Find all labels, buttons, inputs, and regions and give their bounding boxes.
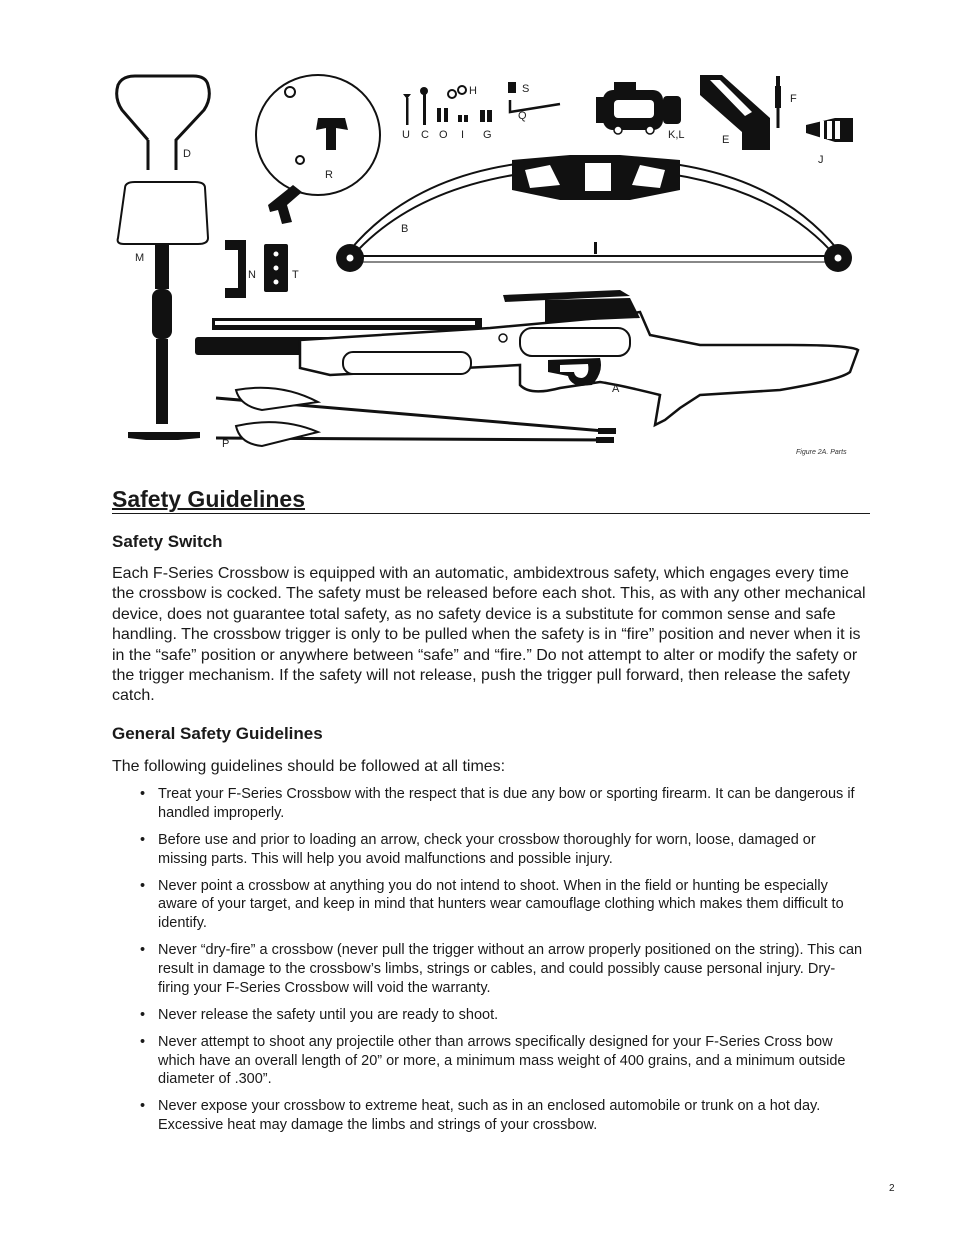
part-label-s: S <box>522 83 530 95</box>
guidelines-list <box>140 785 865 1143</box>
cocking-rope-part-r <box>256 75 380 224</box>
quiver-part-j <box>806 118 853 142</box>
part-label-d: D <box>183 148 191 160</box>
stirrup-part-d <box>117 76 210 170</box>
list-item-text: Never “dry-fire” a crossbow (never pull the trigger without an arrow properly positioned on the string). This can result in damage to the crossbow’s limbs, strings or cables, and could possibly cause personal injury. Dry-firing your F-Series Crossbow will void the warranty. <box>158 942 863 996</box>
list-item <box>140 941 865 997</box>
part-label-b: B <box>401 223 409 235</box>
bullet-icon: • <box>140 1098 146 1115</box>
pin-part-f <box>775 76 781 128</box>
guidelines-intro: The following guidelines should be followed at all times: <box>112 758 506 775</box>
bullet-icon: • <box>140 831 146 848</box>
figure-caption: Figure 2A. Parts <box>796 449 847 456</box>
general-safety-heading: General Safety Guidelines <box>112 724 323 743</box>
list-item <box>140 831 865 869</box>
part-label-g: G <box>483 129 492 141</box>
list-item <box>140 1097 865 1135</box>
part-label-c: C <box>421 129 429 141</box>
part-label-t: T <box>292 269 299 281</box>
list-item <box>140 1033 865 1089</box>
cocking-stand-part-m <box>118 182 208 440</box>
hardware-parts <box>403 86 492 125</box>
safety-switch-paragraph: Each F-Series Crossbow is equipped with an automatic, ambidextrous safety, which engages every time the crossbow is cocked. The safety must be released before each shot. This, as with any other mechanical device, does not guarantee total safety, as no safety device is a substitute for common sense and safe handling. The crossbow trigger is only to be pulled when the safety is in “fire” position and never when it is in the “safe” position or anywhere between “safe” and “fire.” Do not attempt to alter or modify the safety or the trigger mechanism. If the safety will not release, push the trigger pull forward, then release the safety catch. <box>112 565 866 705</box>
arrows-part-p <box>216 388 616 446</box>
part-label-e: E <box>722 134 730 146</box>
list-item-text: Never release the safety until you are ready to shoot. <box>158 1006 499 1023</box>
page-number: 2 <box>889 1183 895 1194</box>
part-label-o: O <box>439 129 448 141</box>
safety-switch-heading: Safety Switch <box>112 532 223 551</box>
part-label-f: F <box>790 93 797 105</box>
list-item <box>140 785 865 823</box>
part-label-u: U <box>402 129 410 141</box>
bullet-icon: • <box>140 877 146 894</box>
list-item <box>140 1006 865 1025</box>
part-label-a: A <box>612 383 620 395</box>
section-title: Safety Guidelines <box>112 485 870 514</box>
part-label-kl: K,L <box>668 129 685 141</box>
quiver-bracket-part-e <box>700 75 770 150</box>
list-item-text: Never expose your crossbow to extreme heat, such as in an enclosed automobile or trunk on a hot day. Excessive heat may damage the limbs and strings of your crossbow. <box>158 1098 821 1134</box>
part-label-r: R <box>325 169 333 181</box>
part-label-n: N <box>248 269 256 281</box>
list-item-text: Treat your F-Series Crossbow with the respect that is due any bow or sporting firearm. It can be dangerous if handled improperly. <box>158 786 855 821</box>
hex-key-part-q <box>508 82 560 112</box>
bracket-part-t <box>264 244 288 292</box>
parts-figure <box>0 0 954 470</box>
part-label-p: P <box>222 438 230 450</box>
part-label-h: H <box>469 85 477 97</box>
list-item <box>140 877 865 933</box>
part-label-q: Q <box>518 110 527 122</box>
part-label-j: J <box>818 154 824 166</box>
list-item-text: Never attempt to shoot any projectile other than arrows specifically designed for your F-Series Cross bow which have an overall length of 20” or more, a minimum mass weight of 400 grains, and a minimum outside diameter of .300”. <box>158 1033 846 1088</box>
bow-limbs-part-b <box>336 155 852 272</box>
bullet-icon: • <box>140 1033 146 1050</box>
bullet-icon: • <box>140 1006 146 1023</box>
part-label-m: M <box>135 252 145 264</box>
scope-part-kl <box>596 82 681 134</box>
bullet-icon: • <box>140 942 146 959</box>
bullet-icon: • <box>140 786 146 802</box>
part-label-i: I <box>461 129 465 141</box>
list-item-text: Before use and prior to loading an arrow, check your crossbow thoroughly for worn, loose, damaged or missing parts. This will help you avoid malfunctions and possible injury. <box>158 831 816 867</box>
bracket-part-n <box>225 240 246 298</box>
list-item-text: Never point a crossbow at anything you do not intend to shoot. When in the field or hunting be especially aware of your target, and keep in mind that hunters wear camouflage clothing which makes them difficult to identify. <box>158 877 844 932</box>
